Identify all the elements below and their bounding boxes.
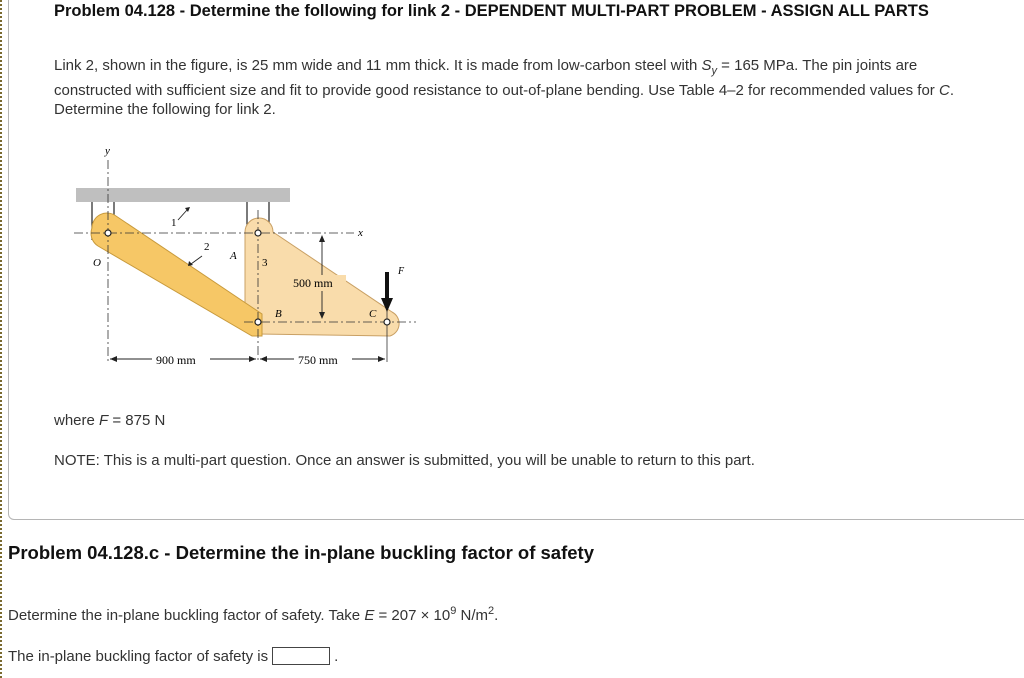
label-900mm: 900 mm xyxy=(156,353,196,367)
intro-text-1: Link 2, shown in the figure, is 25 mm wide and 11 mm thick. It is made from low-carbon steel with xyxy=(54,57,702,74)
symbol-sub-y: y xyxy=(711,65,718,77)
pin-a xyxy=(255,230,261,236)
label-b: B xyxy=(275,308,282,320)
force-value xyxy=(54,412,165,429)
desc-unit-exponent: 2 xyxy=(488,605,495,617)
symbol-e: E xyxy=(364,607,375,624)
dim-750-arrow-right xyxy=(378,356,385,362)
left-border xyxy=(0,0,2,678)
label-750mm: 750 mm xyxy=(298,353,338,367)
part-c-title: Problem 04.128.c - Determine the in-plane buckling factor of safety xyxy=(8,542,594,563)
dim-900-arrow-left xyxy=(110,356,117,362)
answer-post: . xyxy=(334,648,339,665)
problem-title: Problem 04.128 - Determine the following for link 2 - DEPENDENT MULTI-PART PROBLEM - ASSIGN ALL PARTS xyxy=(54,2,929,20)
intro-text-3: . Determine the following for link 2. xyxy=(54,82,954,118)
dim-750-arrow-left xyxy=(260,356,267,362)
desc-post: . xyxy=(494,607,499,624)
answer-prompt: The in-plane buckling factor of safety is xyxy=(8,648,269,665)
label-1: 1 xyxy=(171,217,177,229)
desc-unit: N/m xyxy=(456,607,489,624)
linkage-figure xyxy=(54,140,434,380)
label-2: 2 xyxy=(204,241,210,253)
desc-pre: Determine the in-plane buckling factor of safety. Take xyxy=(8,607,365,624)
symbol-c: C xyxy=(938,82,950,99)
answer-input[interactable] xyxy=(272,647,330,665)
label-y: y xyxy=(105,145,110,157)
label-3: 3 xyxy=(262,257,268,269)
pin-c xyxy=(384,319,390,325)
part-c-description xyxy=(8,605,498,624)
desc-mid: = 207 × 10 xyxy=(374,607,451,624)
intro-text-2: = 165 MPa. The pin joints are constructed with sufficient size and fit to provide good resistance to out-of-plane bending. Use Table 4–2 for recommended values for xyxy=(54,57,939,99)
symbol-s: S xyxy=(701,57,712,74)
where-pre: where xyxy=(54,412,100,429)
label-f: F xyxy=(398,266,405,277)
pin-o xyxy=(105,230,111,236)
leader-2 xyxy=(191,256,202,264)
dim-900-arrow-right xyxy=(249,356,256,362)
label-500mm: 500 mm xyxy=(293,276,333,290)
label-a: A xyxy=(230,250,237,262)
symbol-f: F xyxy=(99,412,109,429)
answer-row xyxy=(8,647,338,665)
label-c: C xyxy=(369,308,377,320)
pin-b xyxy=(255,319,261,325)
label-x: x xyxy=(358,227,363,239)
multi-part-note: NOTE: This is a multi-part question. Once an answer is submitted, you will be unable to return to this part. xyxy=(54,452,755,469)
link-2 xyxy=(91,213,262,336)
label-o: O xyxy=(93,257,101,269)
where-post: = 875 N xyxy=(108,412,166,429)
dim-500-arrow-up xyxy=(319,235,325,242)
desc-exponent: 9 xyxy=(450,605,457,617)
leader-1 xyxy=(178,210,187,220)
problem-intro xyxy=(54,56,994,119)
